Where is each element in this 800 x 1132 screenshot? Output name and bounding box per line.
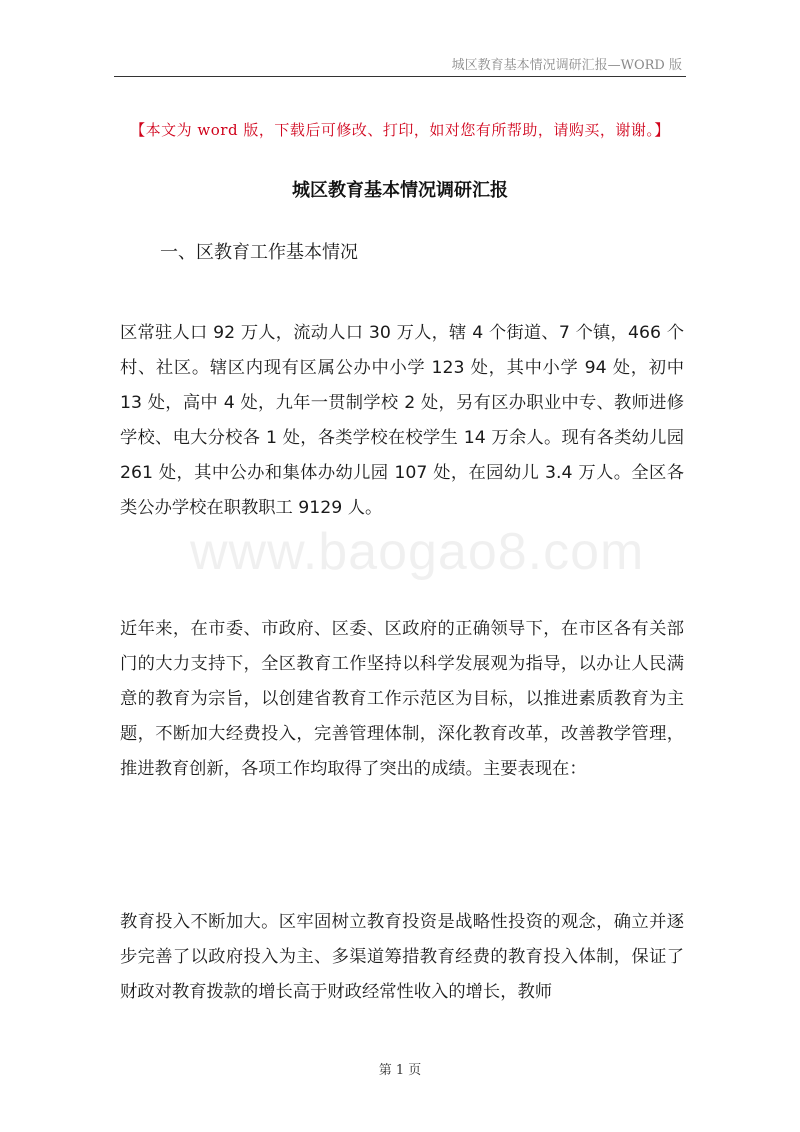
paragraph-investment: 教育投入不断加大。区牢固树立教育投资是战略性投资的观念，确立并逐步完善了以政府投入为主、多渠道筹措教育经费的教育投入体制，保证了财政对教育拨款的增长高于财政经常性收入的增长，教师 xyxy=(120,912,684,1002)
page-number: 第 1 页 xyxy=(378,1063,422,1078)
paragraph-achievements: 近年来，在市委、市政府、区委、区政府的正确领导下，在市区各有关部门的大力支持下，全区教育工作坚持以科学发展观为指导，以办让人民满意的教育为宗旨，以创建省教育工作示范区为目标，以推进素质教育为主题，不断加大经费投入，完善管理体制，深化教育改革，改善教学管理，推进教育创新，各项工作均取得了突出的成绩。主要表现在： xyxy=(120,619,684,779)
paragraph-population: 区常驻人口 92 万人，流动人口 30 万人，辖 4 个街道、7 个镇，466 个村、社区。辖区内现有区属公办中小学 123 处，其中小学 94 处，初中 13 处，高中 4 处，九年一贯制学校 2 处，另有区办职业中专、教师进修学校、电大分校各 1 处，各类学校在校学生 14 万余人。现有各类幼儿园 261 处，其中公办和集体办幼儿园 107 处，在园幼儿 3.4 万人。全区各类公办学校在职教职工 9129 人。 xyxy=(120,323,684,518)
section-heading: 一、区教育工作基本情况 xyxy=(160,242,358,263)
watermark: www.baogao8.com xyxy=(190,523,645,581)
purchase-notice: 【本文为 word 版，下载后可修改、打印，如对您有所帮助，请购买，谢谢。】 xyxy=(130,121,670,139)
header-divider xyxy=(114,76,686,77)
running-header: 城区教育基本情况调研汇报—WORD 版 xyxy=(451,58,682,73)
document-title: 城区教育基本情况调研汇报 xyxy=(292,180,508,201)
